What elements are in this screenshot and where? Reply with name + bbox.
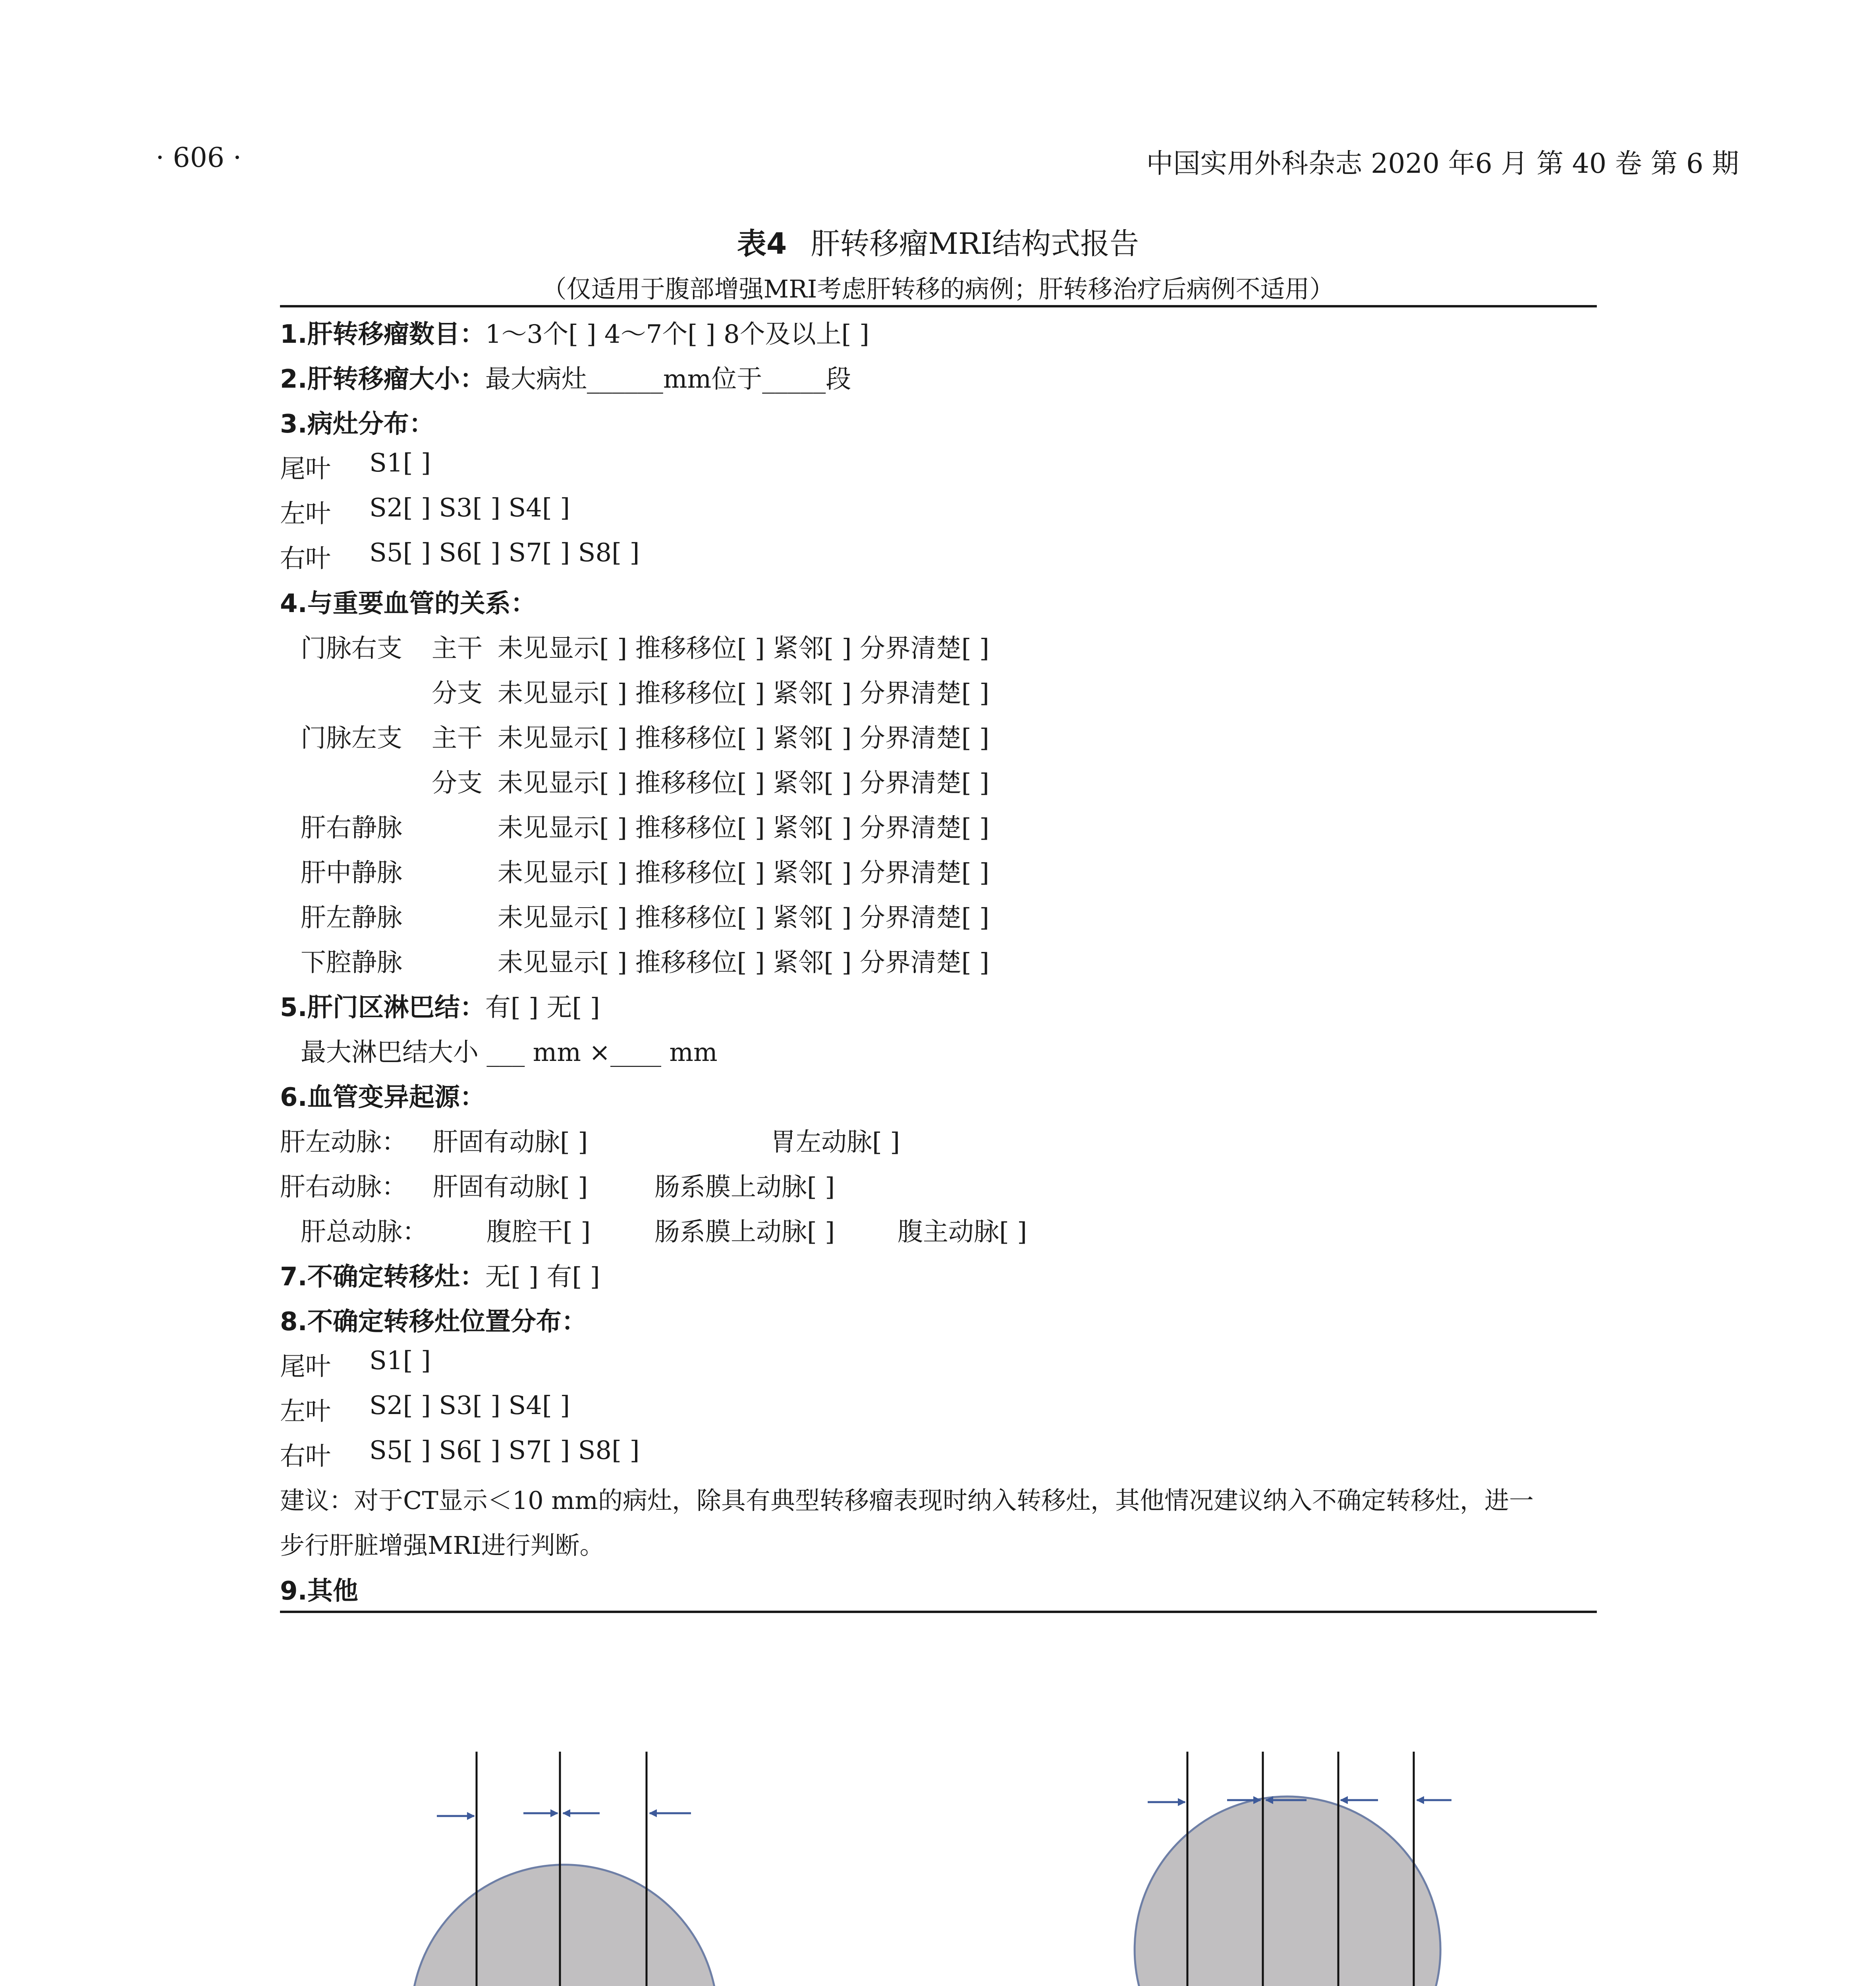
q2-label: 2.肝转移瘤大小： [280, 365, 485, 394]
lobe-label: 尾叶 [280, 1352, 331, 1381]
segment-options: S5[ ] S6[ ] S7[ ] S8[ ] [369, 1436, 640, 1465]
q1-label: 1.肝转移瘤数目： [280, 320, 485, 349]
vessel-name: 下腔静脉 [301, 948, 402, 978]
q1-options: 1～3个[ ] 4～7个[ ] 8个及以上[ ] [485, 320, 869, 349]
segment-options: S1[ ] [369, 1346, 431, 1376]
q2-text: 最大病灶______mm位于_____段 [485, 365, 851, 394]
table-subtitle: （仅适用于腹部增强MRI考虑肝转移的病例；肝转移治疗后病例不适用） [542, 274, 1334, 303]
vessel-name: 肝中静脉 [301, 858, 402, 888]
q7-row [280, 1256, 600, 1293]
vessel-branch: 主干 [432, 634, 483, 663]
vessel-options: 未见显示[ ] 推移移位[ ] 紧邻[ ] 分界清楚[ ] [498, 903, 990, 933]
q5-row [280, 987, 600, 1024]
vessel-branch: 分支 [432, 679, 483, 708]
vessel-options: 未见显示[ ] 推移移位[ ] 紧邻[ ] 分界清楚[ ] [498, 769, 990, 798]
vessel-name: 肝右静脉 [301, 813, 402, 843]
lobe-label: 右叶 [280, 1442, 331, 1471]
segment-options: S2[ ] S3[ ] S4[ ] [369, 1391, 570, 1420]
lobe-label: 左叶 [280, 499, 331, 529]
vessel-options: 未见显示[ ] 推移移位[ ] 紧邻[ ] 分界清楚[ ] [498, 679, 990, 708]
vessel-options: 未见显示[ ] 推移移位[ ] 紧邻[ ] 分界清楚[ ] [498, 813, 990, 843]
figure1-diagram [377, 1740, 735, 1986]
vessel-options: 未见显示[ ] 推移移位[ ] 紧邻[ ] 分界清楚[ ] [498, 724, 990, 753]
q5-options: 有[ ] 无[ ] [485, 993, 600, 1022]
lobe-label: 左叶 [280, 1397, 331, 1426]
advice-line-2: 步行肝脏增强MRI进行判断。 [280, 1531, 604, 1560]
artery-option: 腹腔干[ ] [486, 1217, 591, 1247]
artery-option: 胃左动脉[ ] [770, 1128, 900, 1157]
lobe-label: 右叶 [280, 544, 331, 574]
q3-label: 3.病灶分布： [280, 410, 434, 439]
q9-label: 9.其他 [280, 1576, 358, 1606]
artery-option: 肠系膜上动脉[ ] [654, 1217, 835, 1247]
lobe-label: 尾叶 [280, 454, 331, 484]
table-title-label: 表4 [737, 227, 787, 261]
vessel-name: 肝左静脉 [301, 903, 402, 933]
artery-option: 肠系膜上动脉[ ] [654, 1173, 835, 1202]
vessel-options: 未见显示[ ] 推移移位[ ] 紧邻[ ] 分界清楚[ ] [498, 858, 990, 888]
q5-label: 5.肝门区淋巴结： [280, 993, 485, 1022]
journal-header: 中国实用外科杂志 2020 年6 月 第 40 卷 第 6 期 [1146, 148, 1739, 180]
table-top-rule [280, 305, 1597, 307]
sessile-polyp-shape [411, 1865, 718, 1986]
q6-label: 6.血管变异起源： [280, 1083, 485, 1112]
artery-option: 肝固有动脉[ ] [433, 1173, 588, 1202]
vessel-options: 未见显示[ ] 推移移位[ ] 紧邻[ ] 分界清楚[ ] [498, 634, 990, 663]
pedunculated-polyp-shape [1135, 1797, 1440, 1986]
q9-row [280, 1571, 358, 1607]
artery-option: 肝固有动脉[ ] [433, 1128, 588, 1157]
vessel-name: 门脉右支 [301, 634, 402, 663]
vessel-name: 门脉左支 [301, 724, 402, 753]
segment-options: S1[ ] [369, 448, 431, 478]
q7-options: 无[ ] 有[ ] [485, 1262, 600, 1292]
vessel-branch: 分支 [432, 769, 483, 798]
artery-name: 肝左动脉： [280, 1128, 407, 1157]
q7-label: 7.不确定转移灶： [280, 1262, 485, 1292]
segment-options: S2[ ] S3[ ] S4[ ] [369, 493, 570, 523]
q8-label: 8.不确定转移灶位置分布： [280, 1307, 587, 1337]
table-bottom-rule [280, 1611, 1597, 1613]
q3-row [280, 404, 434, 440]
advice-line-1: 建议：对于CT显示＜10 mm的病灶，除具有典型转移瘤表现时纳入转移灶，其他情况建议纳入不确定转移灶，进一 [280, 1486, 1534, 1515]
page-number: · 606 · [156, 142, 242, 174]
table-title-text: 肝转移瘤MRI结构式报告 [811, 227, 1139, 261]
segment-options: S5[ ] S6[ ] S7[ ] S8[ ] [369, 538, 640, 568]
artery-name: 肝总动脉： [301, 1217, 428, 1247]
q5-size-row: 最大淋巴结大小 ___ mm ×____ mm [301, 1038, 718, 1067]
table-title [0, 220, 1876, 263]
q4-row [280, 583, 536, 620]
vessel-branch: 主干 [432, 724, 483, 753]
figure2-diagram [1092, 1740, 1489, 1986]
artery-name: 肝右动脉： [280, 1173, 407, 1202]
q6-row [280, 1077, 485, 1113]
q1-row [280, 314, 869, 350]
q4-label: 4.与重要血管的关系： [280, 589, 536, 618]
vessel-options: 未见显示[ ] 推移移位[ ] 紧邻[ ] 分界清楚[ ] [498, 948, 990, 978]
artery-option: 腹主动脉[ ] [897, 1217, 1027, 1247]
q2-row [280, 359, 851, 395]
q8-row [280, 1301, 587, 1338]
